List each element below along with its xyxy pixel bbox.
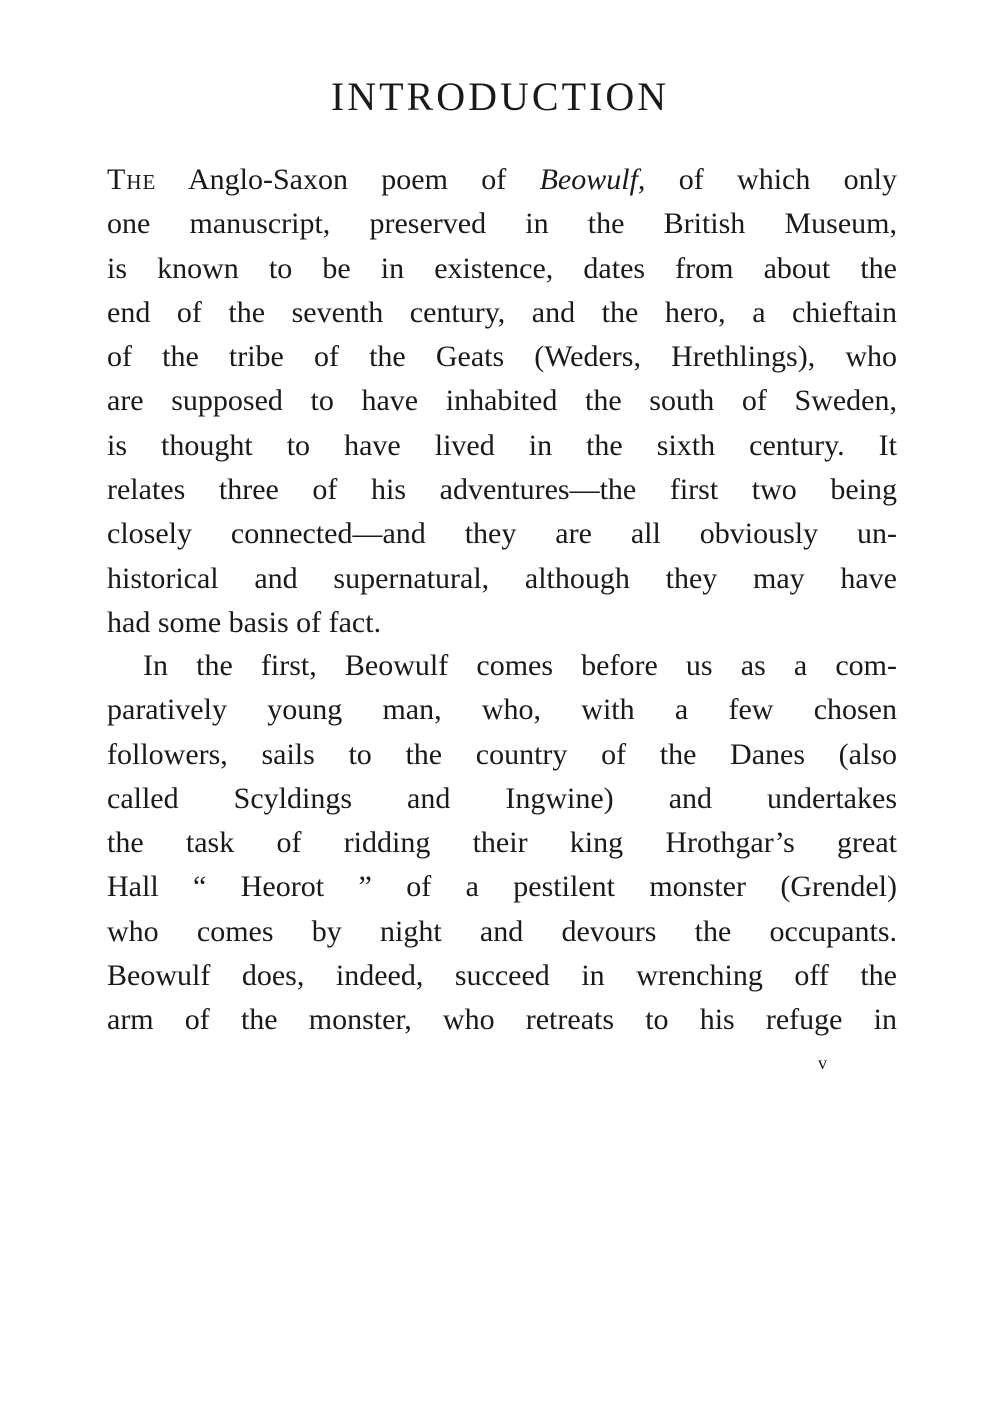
- text-line: Hall “ Heorot ” of a pestilent monster (Grendel): [107, 870, 897, 904]
- text-line: In the first, Beowulf comes before us as a com-: [143, 649, 897, 682]
- page-title: INTRODUCTION: [330, 74, 670, 119]
- paragraph-1: [107, 158, 897, 645]
- text-line: Beowulf does, indeed, succeed in wrenching off the: [107, 959, 897, 993]
- text-line: one manuscript, preserved in the British Museum,: [107, 207, 897, 241]
- text-line: called Scyldings and Ingwine) and undertakes: [107, 781, 897, 815]
- text-span: of which only: [645, 163, 897, 196]
- text-line: who comes by night and devours the occupants.: [107, 914, 897, 948]
- text-line: had some basis of fact.: [107, 605, 382, 639]
- paragraph-2: [107, 644, 897, 1043]
- page-number: v: [818, 1053, 827, 1073]
- text-line: is thought to have lived in the sixth century. It: [107, 428, 897, 462]
- text-line: [107, 158, 897, 202]
- text-line: of the tribe of the Geats (Weders, Hrethlings), who: [107, 340, 897, 374]
- text-line: is known to be in existence, dates from about the: [107, 251, 897, 285]
- text-line: paratively young man, who, with a few chosen: [107, 693, 897, 727]
- italic-title: Beowulf,: [539, 163, 646, 196]
- text-line: historical and supernatural, although they may have: [107, 561, 897, 595]
- text-line: followers, sails to the country of the Danes (also: [107, 737, 897, 771]
- text-line: relates three of his adventures—the first two being: [107, 473, 897, 507]
- text-line: the task of ridding their king Hrothgar’s great: [107, 826, 897, 860]
- text-line: closely connected—and they are all obviously un-: [107, 517, 897, 551]
- small-caps-lead: The: [107, 163, 157, 196]
- text-line: arm of the monster, who retreats to his refuge in: [107, 1003, 897, 1037]
- text-line: end of the seventh century, and the hero, a chieftain: [107, 295, 897, 329]
- text-span: Anglo-Saxon poem of: [156, 163, 540, 196]
- text-line: are supposed to have inhabited the south of Sweden,: [107, 384, 897, 418]
